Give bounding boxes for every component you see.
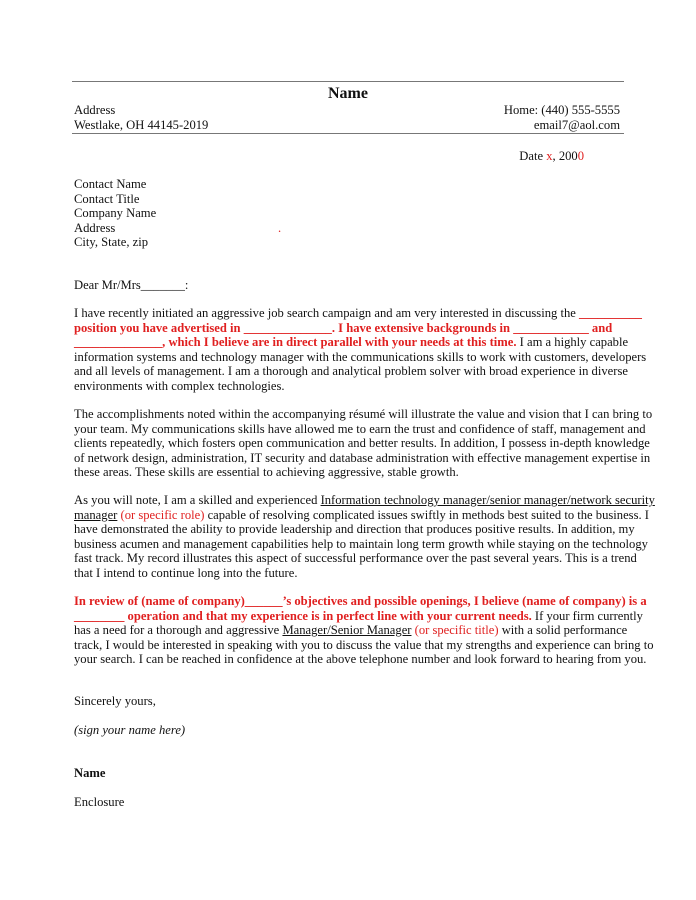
paragraph-2	[74, 407, 653, 480]
p3-line1-text: As you will note, I am a skilled and experienced	[74, 493, 321, 507]
signature-name: Name	[74, 766, 106, 780]
p1-line4: information systems and technology manager with the communications skills to work with customers, developers	[74, 349, 647, 364]
p2-line3: clients repeatedly, which fosters open communication and better results. In addition, I possess in-depth knowledge	[74, 436, 650, 451]
p4-line4: track, I would be interested in speaking with you to discuss the value that my strengths and experience can bring to	[74, 637, 654, 652]
p3-role-underlined-end: manager	[74, 507, 118, 522]
date-prefix: Date	[519, 149, 547, 163]
p4-line2-red: ________ operation and that my experience is in perfect line with your current needs.	[74, 608, 532, 623]
p3-line4: business acumen and management capabilities help to maintain long term growth while staying on the technology	[74, 536, 648, 551]
p4-line2-text: If your firm currently	[531, 608, 643, 623]
recipient-contact-name: Contact Name	[74, 177, 147, 191]
p1-line3-text: I am a highly capable	[516, 335, 629, 350]
p1-line6: environments with complex technologies.	[74, 378, 285, 393]
p2-line5: these areas. These skills are essential to achieving aggressive, stable growth.	[74, 465, 459, 480]
date-last-digit: 0	[577, 149, 584, 163]
recipient-mark: .	[278, 220, 282, 235]
recipient-contact-title: Contact Title	[74, 191, 140, 206]
header-city: Westlake, OH 44145-2019	[74, 118, 209, 132]
p1-line3-red: ______________, which I believe are in direct parallel with your needs at this time.	[74, 335, 517, 350]
top-rule	[72, 81, 624, 82]
header-phone: Home: (440) 555-5555	[503, 103, 620, 117]
p4-line5: your search. I can be reached in confidence at the above telephone number and look forward to hearing from you.	[74, 652, 647, 667]
p2-line1: The accomplishments noted within the accompanying résumé will illustrate the value and vision that I can bring to	[74, 407, 653, 421]
p3-line5: fast track. My record illustrates this aspect of successful performance over the past several years. This is a trend	[74, 551, 637, 566]
enclosure: Enclosure	[74, 795, 125, 809]
header-email: email7@aol.com	[533, 118, 620, 132]
recipient-city-state-zip: City, State, zip	[74, 235, 149, 249]
p2-line4: of network design, administration, IT security and database administration with effective management expertise in	[74, 450, 651, 465]
closing: Sincerely yours,	[74, 694, 156, 708]
recipient-company-name: Company Name	[74, 206, 157, 220]
p2-line2: your team. My communications skills have allowed me to earn the trust and confidence of staff, management and	[74, 421, 646, 436]
p3-line6: that I intend to continue long into the future.	[74, 565, 298, 580]
p1-blank: __________	[578, 306, 642, 320]
p3-role-underlined: Information technology manager/senior manager/network security	[320, 493, 655, 507]
paragraph-1	[74, 306, 647, 394]
p1-line5: and all levels of management. I am a thorough and analytical problem solver with broad experience in diverse	[74, 364, 628, 379]
p1-line1-text: I have recently initiated an aggressive job search campaign and am very interested in discussing the	[74, 306, 579, 320]
p3-specific-role: (or specific role)	[117, 507, 205, 522]
letter-date	[519, 149, 584, 164]
header-address: Address	[74, 103, 116, 117]
letter-header-name: Name	[328, 85, 368, 102]
paragraph-4	[74, 594, 654, 667]
date-sep: , 200	[552, 149, 578, 163]
p4-line1: In review of (name of company)______’s objectives and possible openings, I believe (name of company) is a	[74, 594, 647, 608]
salutation: Dear Mr/Mrs_______:	[74, 278, 189, 292]
recipient-address: Address	[74, 220, 116, 235]
header-rule	[72, 133, 624, 134]
p4-line3-text: has a need for a thorough and aggressive	[74, 623, 283, 638]
signature-hint: (sign your name here)	[74, 723, 186, 737]
p4-line3-end: with a solid performance	[498, 623, 628, 638]
p1-line2: position you have advertised in ______________. I have extensive backgrounds in ____________ and	[74, 320, 613, 335]
paragraph-3	[74, 493, 655, 581]
p4-title-underlined: Manager/Senior Manager	[282, 623, 412, 638]
p3-line3: have demonstrated the ability to provide leadership and direction that produces positive results. In addition, my	[74, 522, 635, 537]
p3-line2-text: capable of resolving complicated issues swiftly in methods best suited to the business. I	[204, 507, 649, 522]
date-x: x	[546, 149, 553, 163]
p4-specific-title: (or specific title)	[411, 623, 499, 638]
